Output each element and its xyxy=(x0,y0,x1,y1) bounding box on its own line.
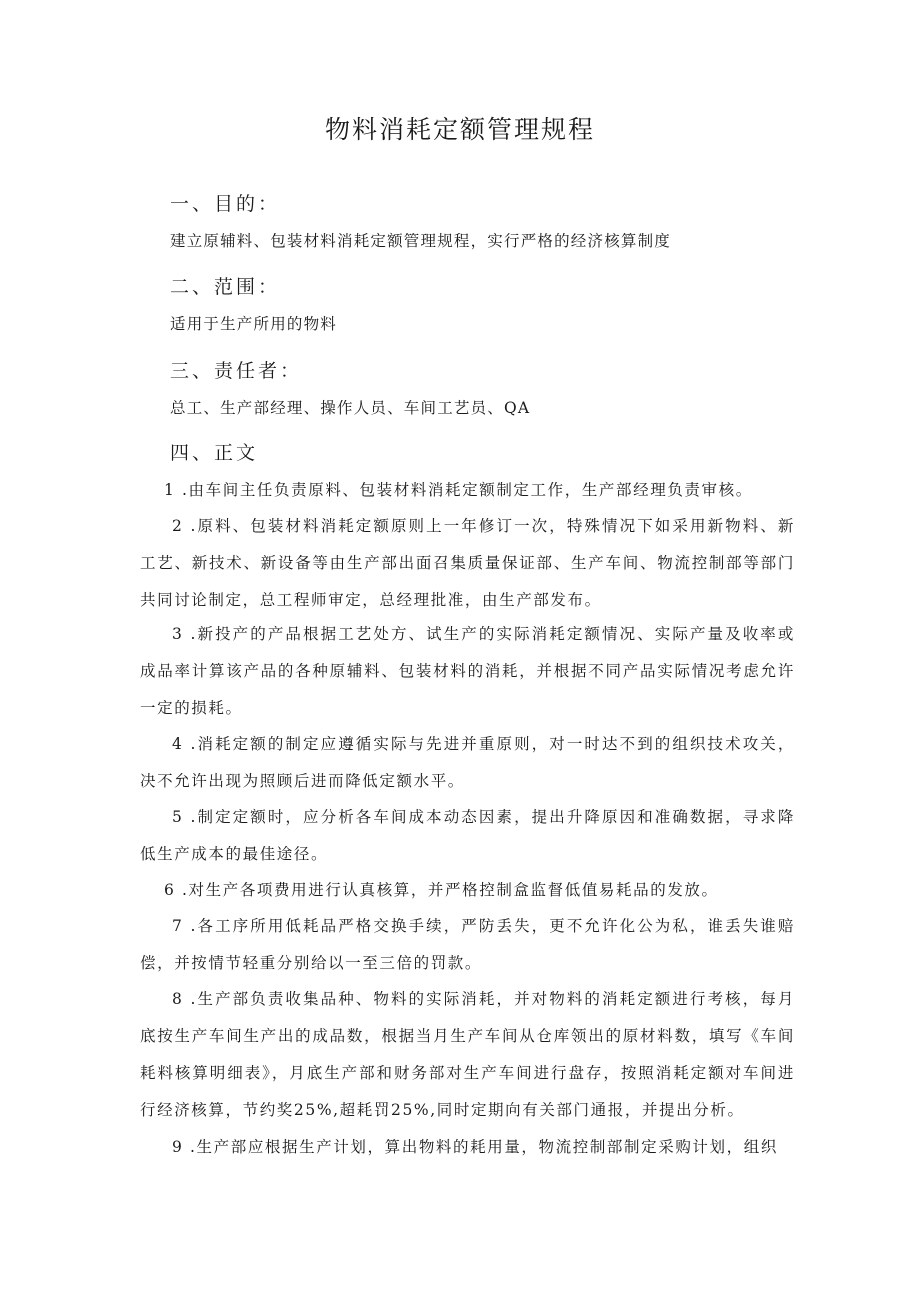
body-item-6: 6 .对生产各项费用进行认真核算，并严格控制盒监督低值易耗品的发放。 xyxy=(164,881,719,899)
section-text-purpose: 建立原辅料、包装材料消耗定额管理规程，实行严格的经济核算制度 xyxy=(170,232,672,250)
body-item-2: 2 .原料、包装材料消耗定额原则上一年修订一次，特殊情况下如采用新物料、新工艺、新技术、新设备等由生产部出面召集质量保证部、生产车间、物流控制部等部门共同讨论制定，总工程师审定，总经理批准，由生产部发布。 xyxy=(140,517,795,609)
body-item-1: 1 .由车间主任负责原料、包装材料消耗定额制定工作，生产部经理负责审核。 xyxy=(164,481,753,499)
body-item-7: 7 .各工序所用低耗品严格交换手续，严防丢失，更不允许化公为私，谁丢失谁赔偿，并按情节轻重分别给以一至三倍的罚款。 xyxy=(140,917,795,972)
body-item-9: 9 .生产部应根据生产计划，算出物料的耗用量，物流控制部制定采购计划，组织 xyxy=(172,1138,778,1156)
section-text-scope: 适用于生产所用的物料 xyxy=(170,315,338,333)
body-item-3: 3 .新投产的产品根据工艺处方、试生产的实际消耗定额情况、实际产量及收率或成品率计算该产品的各种原辅料、包装材料的消耗，并根据不同产品实际情况考虑允许一定的损耗。 xyxy=(140,625,795,717)
section-heading-responsible: 三、责任者： xyxy=(170,360,303,382)
section-heading-scope: 二、范围： xyxy=(170,276,281,298)
document-title: 物料消耗定额管理规程 xyxy=(324,115,595,144)
section-text-responsible: 总工、生产部经理、操作人员、车间工艺员、QA xyxy=(170,399,531,417)
body-item-5: 5 .制定定额时，应分析各车间成本动态因素，提出升降原因和准确数据，寻求降低生产成本的最佳途径。 xyxy=(140,808,795,863)
section-heading-purpose: 一、目的： xyxy=(170,193,281,215)
body-item-8: 8 .生产部负责收集品种、物料的实际消耗，并对物料的消耗定额进行考核，每月底按生产车间生产出的成品数，根据当月生产车间从仓库领出的原材料数，填写《车间耗料核算明细表》，月底生产部和财务部对生产车间进行盘存，按照消耗定额对车间进行经济核算，节约奖25%,超耗罚25%,同时定期向有关部门通报，并提出分析。 xyxy=(140,990,795,1119)
body-item-4: 4 .消耗定额的制定应遵循实际与先进并重原则，对一时达不到的组织技术攻关，决不允许出现为照顾后进而降低定额水平。 xyxy=(140,735,795,790)
section-heading-body: 四、正文 xyxy=(170,442,259,464)
